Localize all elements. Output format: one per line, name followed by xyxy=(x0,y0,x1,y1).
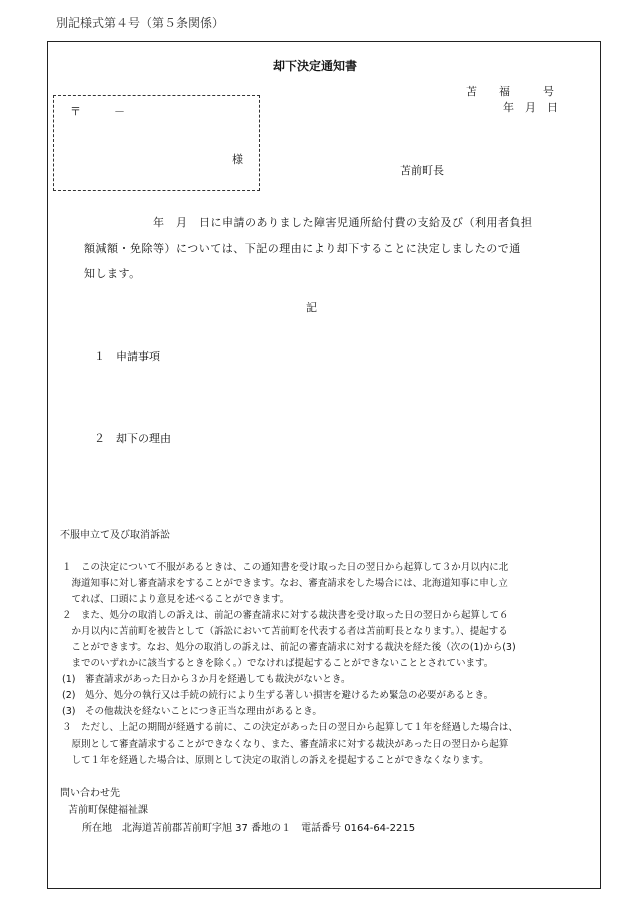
appeal-line: ３ ただし、上記の期間が経過する前に、この決定があった日の翌日から起算して１年を経過した場合は、 xyxy=(62,722,518,733)
appeal-line: (2) 処分、処分の執行又は手続の続行により生ずる著しい損害を避けるため緊急の必要があるとき。 xyxy=(62,690,494,701)
section-application: １ 申請事項 xyxy=(94,350,160,363)
body-line: 年 月 日に申請のありました障害児通所給付費の支給及び（利用者負担 xyxy=(130,216,533,229)
appeal-line: して１年を経過した場合は、原則として決定の取消しの訴えを提起することができなくなります。 xyxy=(62,755,489,766)
contact-address: 所在地 北海道苫前郡苫前町字旭 37 番地の１ 電話番号 0164-64-2215 xyxy=(82,823,416,834)
sender-name: 苫前町長 xyxy=(400,164,444,177)
appeal-line: 海道知事に対し審査請求をすることができます。なお、審査請求をした場合には、北海道知事に申し立 xyxy=(62,578,508,589)
appeal-line: ２ また、処分の取消しの訴えは、前記の審査請求に対する裁決書を受け取った日の翌日から起算して６ xyxy=(62,610,509,621)
document-date: 年 月 日 xyxy=(503,101,558,114)
document-number: 苫 福 号 xyxy=(466,85,554,98)
honorific: 様 xyxy=(232,153,243,166)
body-line: 額減額・免除等）については、下記の理由により却下することに決定しましたので通 xyxy=(84,242,521,255)
appeal-line: ことができます。なお、処分の取消しの訴えは、前記の審査請求に対する裁決を経た後（次の(1)から(3) xyxy=(62,642,516,653)
ki-mark: 記 xyxy=(306,301,317,314)
appeal-line: 原則として審査請求することができなくなり、また、審査請求に対する裁決があった日の翌日から起算 xyxy=(62,739,509,750)
contact-heading: 問い合わせ先 xyxy=(60,788,120,799)
contact-department: 苫前町保健福祉課 xyxy=(68,805,148,816)
document-title: 却下決定通知書 xyxy=(272,59,357,73)
appeal-line: (1) 審査請求があった日から３か月を経過しても裁決がないとき。 xyxy=(62,674,351,685)
appeal-line: までのいずれかに該当するときを除く。）でなければ提起することができないこととされています。 xyxy=(62,658,494,669)
appeal-heading: 不服申立て及び取消訴訟 xyxy=(60,530,170,541)
appeal-line: てれば、口頭により意見を述べることができます。 xyxy=(62,594,290,605)
appeal-line: か月以内に苫前町を被告として（訴訟において苫前町を代表する者は苫前町長となります。）、提起する xyxy=(62,626,508,637)
appeal-line: (3) その他裁決を経ないことにつき正当な理由があるとき。 xyxy=(62,706,322,717)
postal-code: 〒 － xyxy=(70,105,125,118)
appeal-line: １ この決定について不服があるときは、この通知書を受け取った日の翌日から起算して３か月以内に北 xyxy=(62,562,509,573)
section-reason: ２ 却下の理由 xyxy=(94,432,171,445)
form-label: 別記様式第４号（第５条関係） xyxy=(56,16,225,30)
body-line: 知します。 xyxy=(84,267,141,280)
